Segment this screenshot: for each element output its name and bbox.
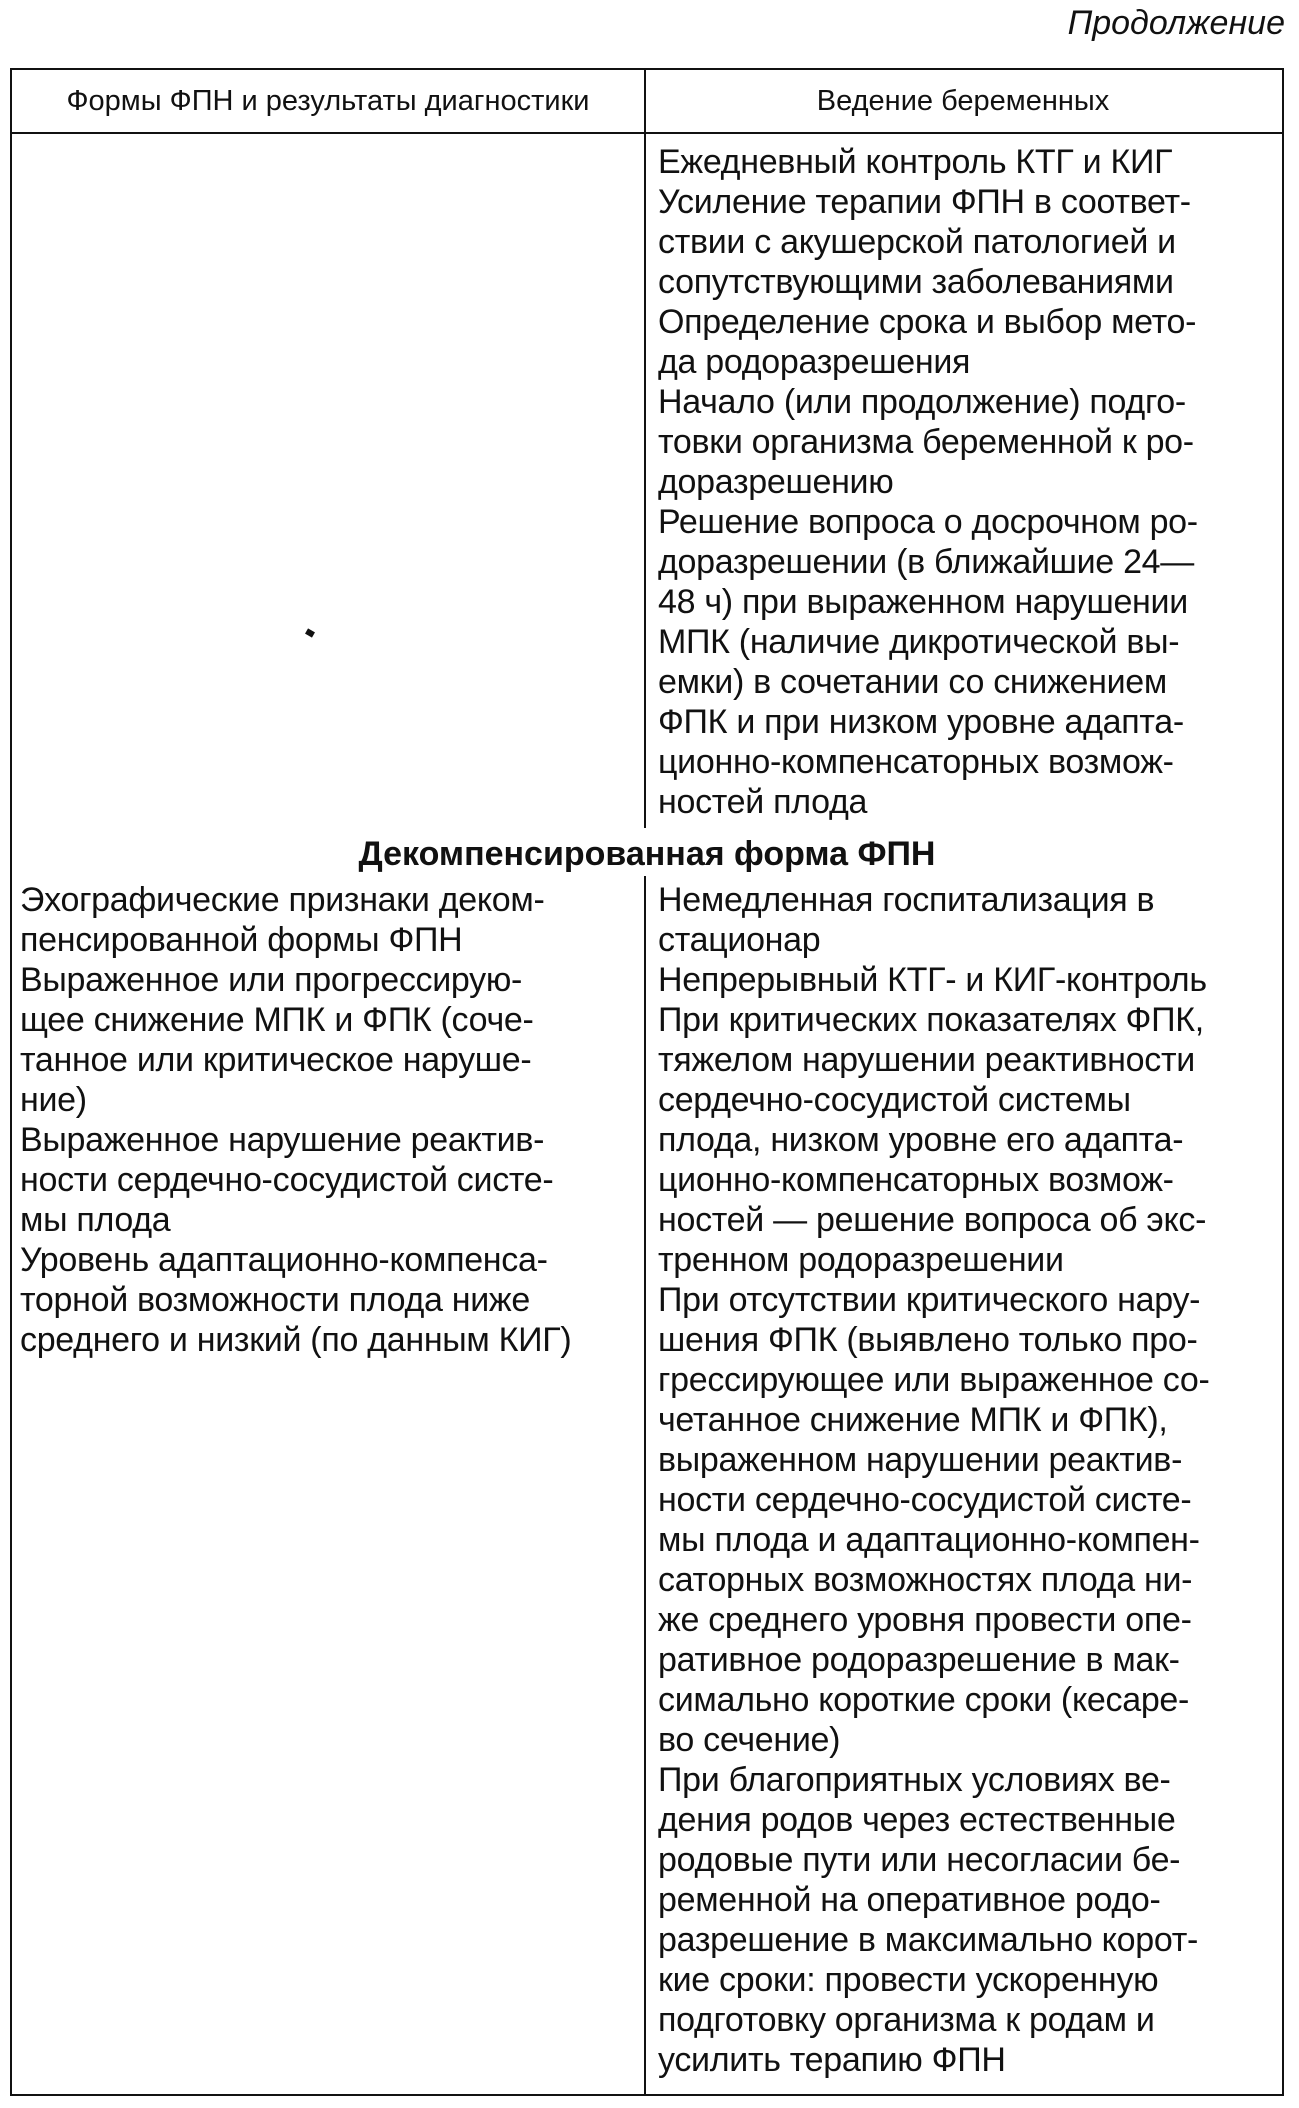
management-table [10, 68, 1284, 2096]
row2-right-cell: Немедленная госпитализация в стационар Непрерывный КТГ- и КИГ-контроль При критических показателях ФПК, тяжелом нарушении реактивности сердечно-сосудистой системы плода, низком уровне его адапта- ционно-компенсаторных возмож- ностей — решение вопроса об экс- тренном родоразрешении При отсутствии критического нару- шения ФПК (выявлено только про- грессирующее или выраженное со- четанное снижение МПК и ФПК), выраженном нарушении реактив- ности сердечно-сосудистой систе- мы плода и адаптационно-компен- саторных возможностях плода ни- же среднего уровня провести опе- ративное родоразрешение в мак- симально короткие сроки (кесаре- во сечение) При благоприятных условиях ве- дения родов через естественные родовые пути или несогласии бе- ременной на оперативное родо- разрешение в максимально корот- кие сроки: провести ускоренную подготовку организма к родам и усилить терапию ФПН [658, 881, 1210, 2079]
row1-right-cell: Ежедневный контроль КТГ и КИГ Усиление терапии ФПН в соответ- ствии с акушерской патологией и сопутствующими заболеваниями Определение срока и выбор мето- да родоразрешения Начало (или продолжение) подго- товки организма беременной к ро- доразрешению Решение вопроса о досрочном ро- доразрешении (в ближайшие 24— 48 ч) при выраженном нарушении МПК (наличие дикротической вы- емки) в сочетании со снижением ФПК и при низком уровне адапта- ционно-компенсаторных возмож- ностей плода [658, 143, 1198, 821]
column-divider-lower [644, 876, 646, 2094]
scan-speck [305, 628, 315, 637]
section-title: Декомпенсированная форма ФПН [358, 835, 936, 873]
column-divider-upper [644, 70, 646, 828]
column-header-management: Ведение беременных [644, 70, 1282, 134]
row2-left-cell: Эхографические признаки деком- пенсированной формы ФПН Выраженное или прогрессирую- щее снижение МПК и ФПК (соче- танное или критическое наруше- ние) Выраженное нарушение реактив- ности сердечно-сосудистой систе- мы плода Уровень адаптационно-компенса- торной возможности плода ниже среднего и низкий (по данным КИГ) [20, 881, 572, 1359]
continuation-label: Продолжение [1067, 4, 1285, 42]
column-header-diagnostics: Формы ФПН и результаты диагностики [12, 70, 644, 134]
